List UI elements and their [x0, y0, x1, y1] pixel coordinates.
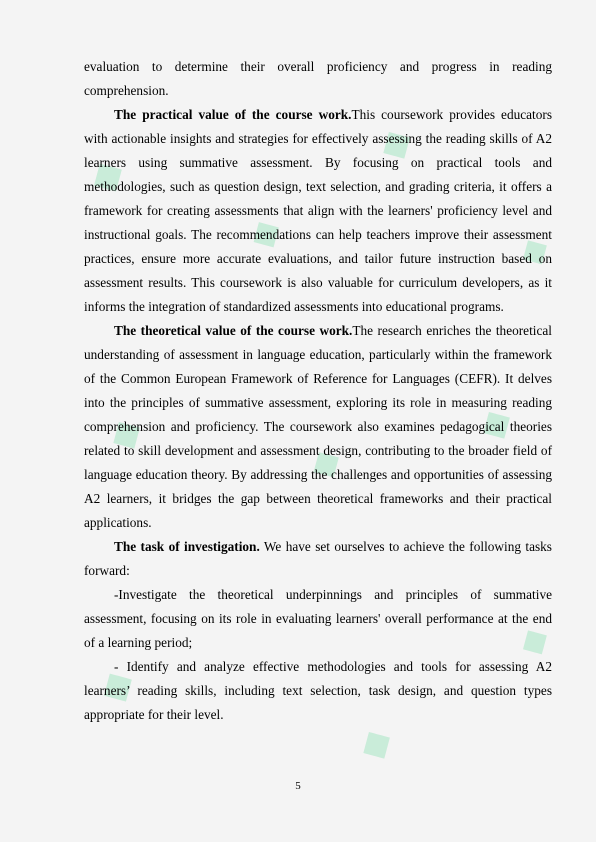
practical-value-heading: The practical value of the course work. — [114, 107, 352, 122]
watermark-mark: ◆ — [79, 145, 133, 204]
document-body — [84, 55, 552, 727]
paragraph-practical-value — [84, 103, 552, 319]
theoretical-value-body: The research enriches the theoretical understanding of assessment in language education, particularly within the framework of the Common European Framework of Reference for Languages (CEFR). It delves into the principles of summative assessment, exploring its role in measuring reading comprehension and proficiency. The coursework also examines pedagogical theories related to skill development and assessment design, contributing to the broader field of language education theory. By addressing the challenges and opportunities of assessing A2 learners, it bridges the gap between theoretical frameworks and their practical applications. — [84, 323, 552, 530]
watermark-mark: ◆ — [89, 655, 143, 714]
task-of-investigation-heading: The task of investigation. — [114, 539, 260, 554]
watermark-mark: ◆ — [240, 205, 289, 259]
watermark-mark: ◆ — [370, 115, 421, 171]
task-item-1: -Investigate the theoretical underpinnings and principles of summative assessment, focusing on its role in evaluating learners' overall performance at the end of a learning period; — [84, 587, 552, 650]
task-of-investigation-body: We have set ourselves to achieve the following tasks forward: — [84, 539, 552, 578]
paragraph-continuation: evaluation to determine their overall proficiency and progress in reading comprehension. — [84, 59, 552, 98]
page-number: 5 — [295, 780, 301, 792]
watermark-mark: ◆ — [300, 435, 349, 489]
watermark-mark: ◆ — [470, 395, 521, 451]
theoretical-value-heading: The theoretical value of the course work. — [114, 323, 353, 338]
watermark-mark: ◆ — [350, 715, 401, 771]
task-item-2: - Identify and analyze effective methodologies and tools for assessing A2 learners’ reading skills, including text selection, task design, and question types appropriate for their level. — [84, 659, 552, 722]
paragraph-task-of-investigation — [84, 535, 552, 583]
practical-value-body: This coursework provides educators with actionable insights and strategies for effectively assessing the reading skills of A2 learners using summative assessment. By focusing on practical tools and methodologies, such as question design, text selection, and grading criteria, it offers a framework for creating assessments that align with the learners' proficiency level and instructional goals. The recommendations can help teachers improve their assessment practices, ensure more accurate evaluations, and tailor future instruction based on assessment results. This coursework is also valuable for curriculum developers, as it informs the integration of standardized assessments into educational programs. — [84, 107, 552, 314]
watermark-mark: ◆ — [511, 225, 557, 276]
watermark-mark: ◆ — [100, 405, 151, 461]
paragraph-theoretical-value — [84, 319, 552, 535]
watermark-mark: ◆ — [511, 615, 557, 666]
